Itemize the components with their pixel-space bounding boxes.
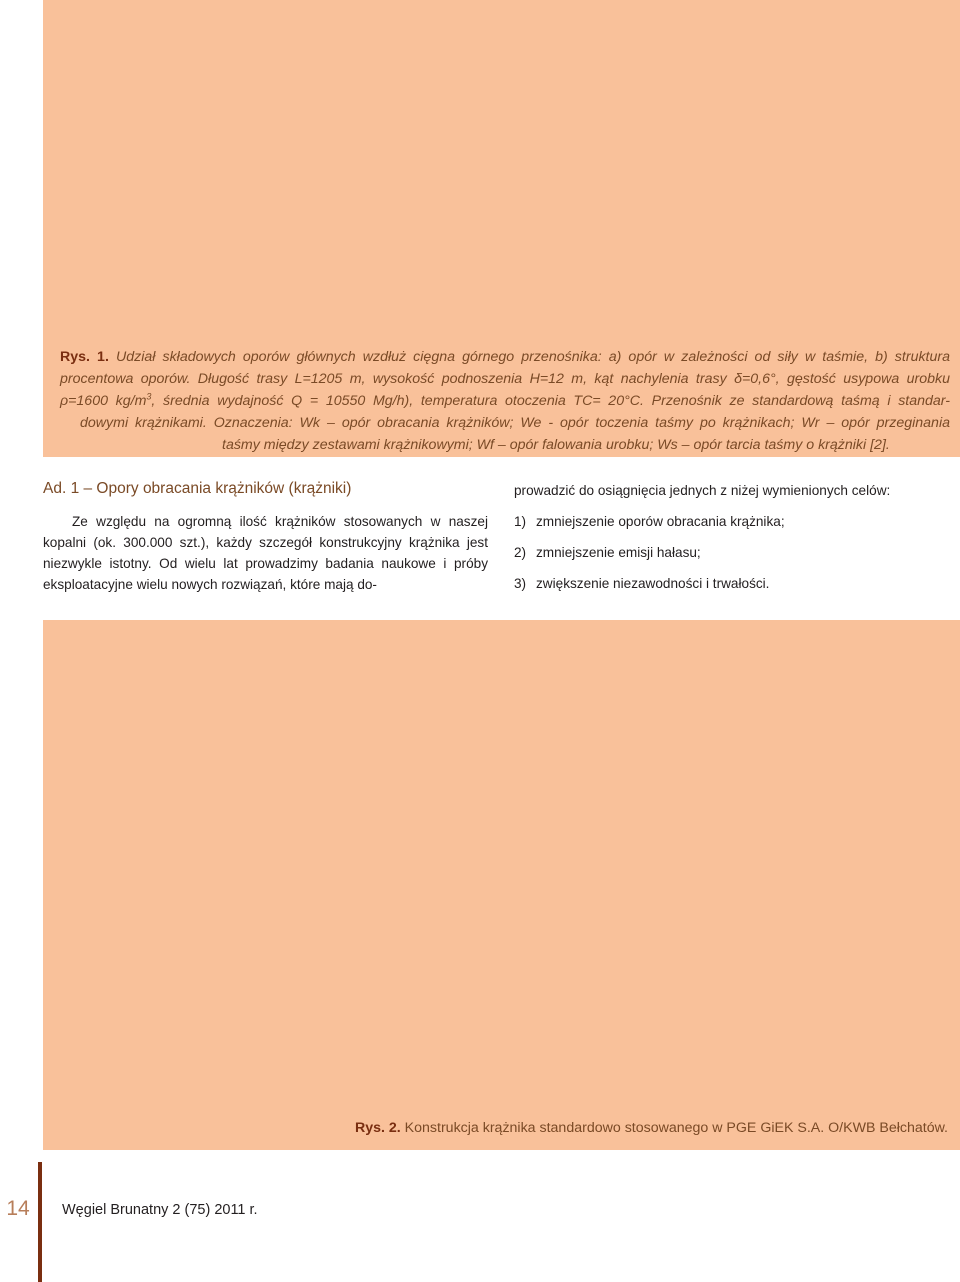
left-column-paragraph <box>43 511 488 595</box>
footer-divider <box>38 1162 42 1282</box>
goals-list <box>514 511 954 594</box>
figure-1-caption-line: ρ=1600 $kg/m^3$, średnia wydajność Q = 10550 Mg/h), temperatura otoczenia TC= 20°C. Przenośnik ze standardową taśmą i standar- <box>60 391 950 409</box>
figure-2-label: Rys. 2. <box>354 1120 401 1136</box>
list-item: 3) zwiększenie niezawodności i trwałości. <box>514 576 770 591</box>
figure-1-caption <box>60 346 950 456</box>
right-column <box>514 480 954 604</box>
page-number: 14 <box>6 1197 30 1220</box>
goals-intro: prowadzić do osiągnięcia jednych z niżej wymienionych celów: <box>514 483 891 498</box>
figure-1-caption-line: taśmy między zestawami krążnikowymi; Wf – opór falowania urobku; Ws – opór tarcia taśmy o krążniki [2]. <box>222 437 890 453</box>
figure-1-caption-line: procentowa oporów. Długość trasy L=1205 m, wysokość podnoszenia H=12 m, kąt nachylenia trasy δ=0,6°, gęstość usypowa urobku <box>60 371 950 387</box>
figure-2-caption: Rys. 2. Konstrukcja krążnika standardowo stosowanego w PGE GiEK S.A. O/KWB Bełchatów. <box>354 1120 948 1136</box>
figure-1-caption-line: dowymi krążnikami. Oznaczenia: Wk – opór obracania krążników; We - opór toczenia taśmy po krążnikach; Wr – opór przeginania <box>80 415 950 431</box>
paragraph-text: Ze względu na ogromną ilość krążników stosowanych w naszej kopalni (ok. 300.000 szt.), każdy szczegół konstrukcyjny krążnika jest niezwykle istotny. Od wielu lat prowadzimy badania naukowe i próby eksploatacyjne wielu nowych rozwiązań, które mają do- <box>43 514 488 592</box>
journal-title: Węgiel Brunatny 2 (75) 2011 r. <box>62 1202 258 1218</box>
figure-2-image <box>43 620 960 1150</box>
list-item: 2) zmniejszenie emisji hałasu; <box>514 545 701 560</box>
figure-1-caption-line: Rys. 1. Udział składowych oporów głównych wzdłuż cięgna górnego przenośnika: a) opór w zależności od siły w taśmie, b) struktura <box>60 349 950 365</box>
list-item: 1) zmniejszenie oporów obracania krążnika; <box>514 514 785 529</box>
section-heading: Ad. 1 – Opory obracania krążników (krążniki) <box>43 480 352 497</box>
figure-1-label: Rys. 1. <box>60 349 109 365</box>
